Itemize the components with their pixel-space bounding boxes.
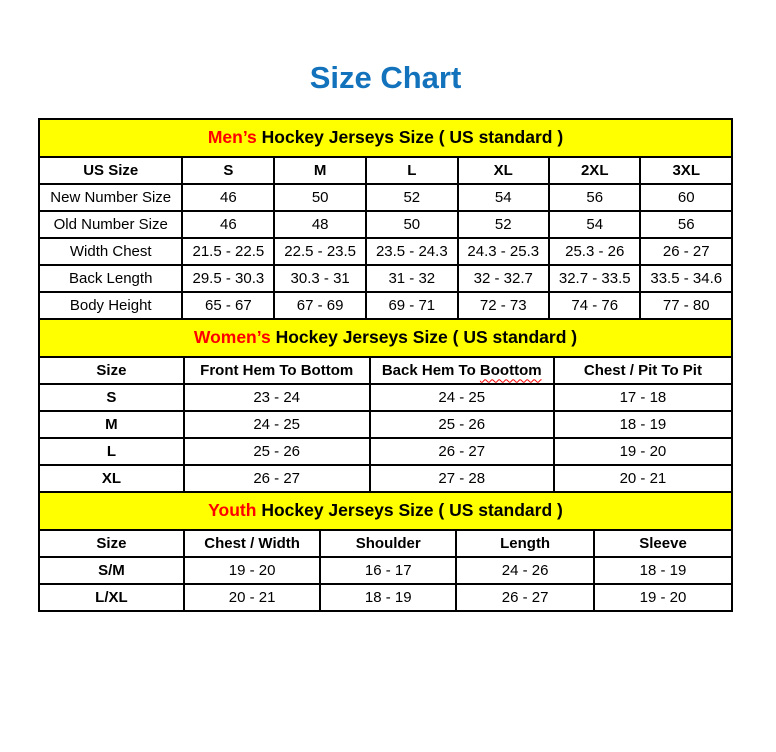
womens-size-value: 26 - 27 bbox=[184, 465, 370, 492]
mens-row-label: Back Length bbox=[39, 265, 182, 292]
womens-column-header: Front Hem To Bottom bbox=[184, 357, 370, 384]
womens-column-header: Back Hem To Boottom bbox=[370, 357, 554, 384]
mens-row-label: Old Number Size bbox=[39, 211, 182, 238]
mens-table-row bbox=[39, 211, 732, 238]
mens-table-row bbox=[39, 238, 732, 265]
youth-size-value: 16 - 17 bbox=[320, 557, 456, 584]
mens-size-value: 74 - 76 bbox=[549, 292, 640, 319]
mens-size-table bbox=[38, 118, 733, 320]
youth-column-header: Chest / Width bbox=[184, 530, 321, 557]
womens-table-row bbox=[39, 438, 732, 465]
mens-size-value: 22.5 - 23.5 bbox=[274, 238, 366, 265]
mens-row-label: Width Chest bbox=[39, 238, 182, 265]
mens-table-row bbox=[39, 265, 732, 292]
womens-section-title-rest: Hockey Jerseys Size ( US standard ) bbox=[275, 327, 578, 348]
mens-section-title-rest: Hockey Jerseys Size ( US standard ) bbox=[261, 127, 564, 148]
womens-size-value: 20 - 21 bbox=[554, 465, 732, 492]
mens-size-value: 30.3 - 31 bbox=[274, 265, 366, 292]
mens-section-header bbox=[39, 119, 732, 157]
mens-column-header: L bbox=[366, 157, 457, 184]
youth-table-row bbox=[39, 584, 732, 611]
youth-column-header: Size bbox=[39, 530, 184, 557]
womens-size-value: 25 - 26 bbox=[184, 438, 370, 465]
mens-size-value: 31 - 32 bbox=[366, 265, 457, 292]
womens-section-highlight: Women’s bbox=[193, 327, 271, 348]
womens-size-value: 25 - 26 bbox=[370, 411, 554, 438]
mens-size-value: 46 bbox=[182, 184, 274, 211]
mens-size-value: 26 - 27 bbox=[640, 238, 732, 265]
mens-size-value: 56 bbox=[549, 184, 640, 211]
mens-size-value: 52 bbox=[366, 184, 457, 211]
womens-size-value: 24 - 25 bbox=[184, 411, 370, 438]
mens-size-value: 32 - 32.7 bbox=[458, 265, 549, 292]
mens-column-header: 2XL bbox=[549, 157, 640, 184]
womens-size-value: 27 - 28 bbox=[370, 465, 554, 492]
youth-row-label: S/M bbox=[39, 557, 184, 584]
womens-size-value: 17 - 18 bbox=[554, 384, 732, 411]
womens-table-row bbox=[39, 465, 732, 492]
page-title: Size Chart bbox=[309, 60, 462, 95]
womens-table-row bbox=[39, 411, 732, 438]
youth-section-title-rest: Hockey Jerseys Size ( US standard ) bbox=[261, 500, 563, 521]
mens-row-label: Body Height bbox=[39, 292, 182, 319]
womens-row-label: XL bbox=[39, 465, 184, 492]
womens-section-header bbox=[39, 319, 732, 357]
youth-section-header bbox=[39, 492, 732, 530]
mens-size-value: 60 bbox=[640, 184, 732, 211]
womens-size-value: 24 - 25 bbox=[370, 384, 554, 411]
mens-size-value: 50 bbox=[274, 184, 366, 211]
mens-size-value: 25.3 - 26 bbox=[549, 238, 640, 265]
mens-column-header: US Size bbox=[39, 157, 182, 184]
youth-size-value: 20 - 21 bbox=[184, 584, 321, 611]
youth-row-label: L/XL bbox=[39, 584, 184, 611]
youth-column-header: Sleeve bbox=[594, 530, 732, 557]
mens-size-value: 72 - 73 bbox=[458, 292, 549, 319]
mens-size-value: 23.5 - 24.3 bbox=[366, 238, 457, 265]
youth-size-value: 19 - 20 bbox=[594, 584, 732, 611]
womens-row-label: L bbox=[39, 438, 184, 465]
mens-size-value: 48 bbox=[274, 211, 366, 238]
womens-size-table bbox=[38, 318, 733, 493]
youth-size-value: 18 - 19 bbox=[594, 557, 732, 584]
mens-size-value: 50 bbox=[366, 211, 457, 238]
mens-size-value: 56 bbox=[640, 211, 732, 238]
mens-size-value: 65 - 67 bbox=[182, 292, 274, 319]
mens-size-value: 52 bbox=[458, 211, 549, 238]
mens-table-row bbox=[39, 184, 732, 211]
youth-table-row bbox=[39, 557, 732, 584]
size-tables bbox=[38, 118, 733, 612]
womens-row-label: M bbox=[39, 411, 184, 438]
youth-size-table bbox=[38, 491, 733, 612]
youth-column-header: Length bbox=[456, 530, 594, 557]
womens-row-label: S bbox=[39, 384, 184, 411]
youth-size-value: 19 - 20 bbox=[184, 557, 321, 584]
mens-column-header: 3XL bbox=[640, 157, 732, 184]
mens-table-row bbox=[39, 292, 732, 319]
mens-row-label: New Number Size bbox=[39, 184, 182, 211]
mens-size-value: 67 - 69 bbox=[274, 292, 366, 319]
youth-column-header: Shoulder bbox=[320, 530, 456, 557]
misspelled-word: Boottom bbox=[479, 361, 542, 379]
mens-column-header: XL bbox=[458, 157, 549, 184]
youth-size-value: 26 - 27 bbox=[456, 584, 594, 611]
mens-size-value: 54 bbox=[458, 184, 549, 211]
mens-size-value: 24.3 - 25.3 bbox=[458, 238, 549, 265]
youth-size-value: 18 - 19 bbox=[320, 584, 456, 611]
mens-size-value: 46 bbox=[182, 211, 274, 238]
womens-size-value: 18 - 19 bbox=[554, 411, 732, 438]
mens-size-value: 33.5 - 34.6 bbox=[640, 265, 732, 292]
womens-size-value: 26 - 27 bbox=[370, 438, 554, 465]
womens-table-row bbox=[39, 384, 732, 411]
womens-size-value: 23 - 24 bbox=[184, 384, 370, 411]
mens-column-header: S bbox=[182, 157, 274, 184]
mens-size-value: 29.5 - 30.3 bbox=[182, 265, 274, 292]
size-chart-sheet bbox=[38, 60, 733, 612]
youth-section-highlight: Youth bbox=[208, 500, 257, 521]
womens-column-header: Size bbox=[39, 357, 184, 384]
mens-column-header: M bbox=[274, 157, 366, 184]
mens-size-value: 69 - 71 bbox=[366, 292, 457, 319]
mens-size-value: 21.5 - 22.5 bbox=[182, 238, 274, 265]
mens-size-value: 32.7 - 33.5 bbox=[549, 265, 640, 292]
mens-size-value: 77 - 80 bbox=[640, 292, 732, 319]
mens-size-value: 54 bbox=[549, 211, 640, 238]
womens-column-header: Chest / Pit To Pit bbox=[554, 357, 732, 384]
mens-section-highlight: Men’s bbox=[207, 127, 257, 148]
womens-size-value: 19 - 20 bbox=[554, 438, 732, 465]
youth-size-value: 24 - 26 bbox=[456, 557, 594, 584]
